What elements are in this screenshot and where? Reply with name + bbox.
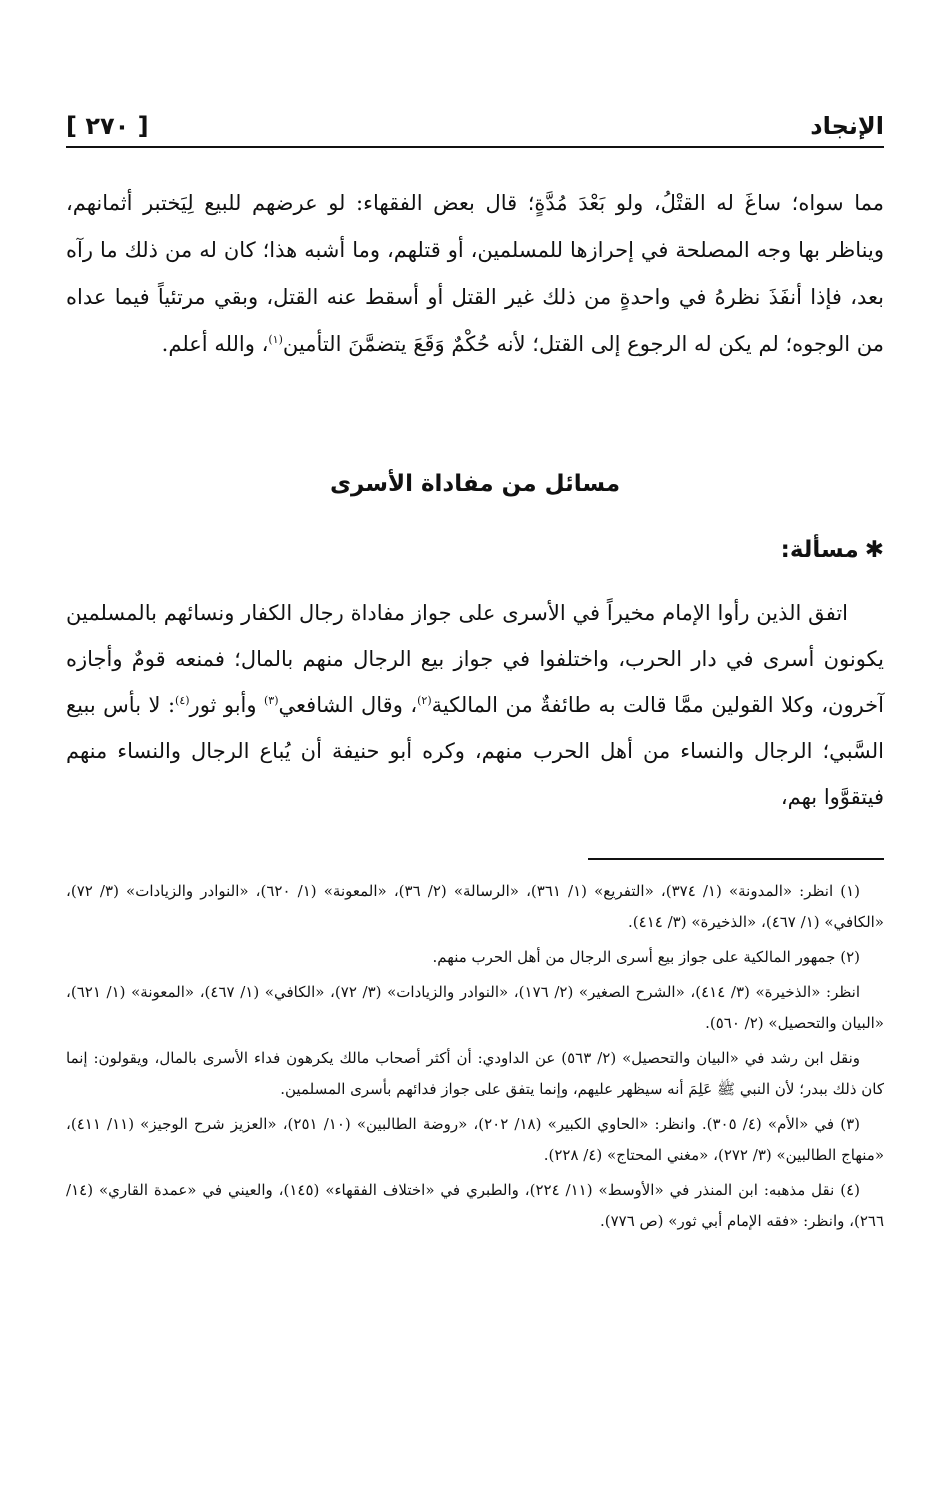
page-header [66, 100, 884, 148]
masala-heading [66, 530, 884, 570]
footnote-ref-4: (٤) [175, 694, 190, 707]
footnote-ref-3: (٣) [264, 694, 279, 707]
paragraph-2-part-c: وأبو ثور [189, 693, 264, 717]
paragraph-2-part-d: : لا بأس ببيع السَّبي؛ الرجال والنساء من أهل الحرب منهم، وكره أبو حنيفة أن يُباع الرجال والنساء منهم فيتقوَّوا بهم، [66, 693, 884, 809]
masala-label: مسألة: [780, 537, 859, 563]
paragraph-1 [66, 180, 884, 368]
footnote-2-quote: ونقل ابن رشد في «البيان والتحصيل» (٢/ ٥٦٣) عن الداودي: أن أكثر أصحاب مالك يكرهون فداء الأسرى بالمال، ويقولون: إنما كان ذلك ببدر؛ لأن النبي ﷺ عَلِمَ أنه سيظهر عليهم، وإنما يتفق على جواز فدائهم بأسرى المسلمين. [66, 1049, 884, 1098]
footnote-1: (١) انظر: «المدونة» (١/ ٣٧٤)، «التفريع» (١/ ٣٦١)، «الرسالة» (٢/ ٣٦)، «المعونة» (١/ ٦٢٠)، «النوادر والزيادات» (٣/ ٧٢)، «الكافي» (١/ ٤٦٧)، «الذخيرة» (٣/ ٤١٤). [66, 882, 884, 931]
section-heading: مسائل من مفاداة الأسرى [329, 471, 621, 497]
page-number: [ ٢٧٠ ] [66, 112, 149, 140]
footnote-ref-1: (١) [268, 333, 283, 346]
paragraph-1-end: ، والله أعلم. [161, 332, 269, 356]
paragraph-2-part-a: اتفق الذين رأوا الإمام مخيراً في الأسرى على جواز مفاداة رجال الكفار ونسائهم بالمسلمين يكونون أسرى في دار الحرب، واختلفوا في جواز بيع الرجال منهم بالمال؛ فمنعه قومٌ وأجازه آخرون، وكلا القولين ممَّا قالت به طائفةٌ من المالكية [66, 601, 884, 717]
running-title: الإنجاد [810, 112, 884, 140]
paragraph-2-body [66, 590, 884, 820]
footnote-4: (٤) نقل مذهبه: ابن المنذر في «الأوسط» (١١/ ٢٢٤)، والطبري في «اختلاف الفقهاء» (١٤٥)، والعيني في «عمدة القاري» (١٤/ ٢٦٦)، وانظر: «فقه الإمام أبي ثور» (ص ٧٧٦). [66, 1181, 884, 1230]
footnote-2-refs: انظر: «الذخيرة» (٣/ ٤١٤)، «الشرح الصغير» (٢/ ١٧٦)، «النوادر والزيادات» (٣/ ٧٢)، «الكافي» (١/ ٤٦٧)، «المعونة» (١/ ٦٢١)، «البيان والتحصيل» (٢/ ٥٦٠). [66, 983, 884, 1032]
paragraph-1-text: مما سواه؛ ساغَ له القتْلُ، ولو بَعْدَ مُدَّةٍ؛ قال بعض الفقهاء: لو عرضهم للبيع لِيَختبر أثمانهم، ويناظر بها وجه المصلحة في إحرازها للمسلمين، أو قتلهم، وما أشبه هذا؛ كان له من ذلك ما رآه بعد، فإذا أنفَذَ نظرهُ في واحدةٍ من ذلك غير القتل أو أسقط عنه القتل، وبقي مرتئياً فيما عداه من الوجوه؛ لم يكن له الرجوع إلى القتل؛ لأنه حُكْمٌ وَقَعَ يتضمَّنَ التأمين [66, 191, 884, 356]
footnote-2: (٢) جمهور المالكية على جواز بيع أسرى الرجال من أهل الحرب منهم. [432, 948, 860, 966]
footnote-ref-2: (٢) [417, 694, 432, 707]
star-icon: ✱ [864, 537, 884, 563]
footnote-3: (٣) في «الأم» (٤/ ٣٠٥). وانظر: «الحاوي الكبير» (١٨/ ٢٠٢)، «روضة الطالبين» (١٠/ ٢٥١)، «العزيز شرح الوجيز» (١١/ ٤١١)، «منهاج الطالبين» (٣/ ٢٧٢)، «مغني المحتاج» (٤/ ٢٢٨). [66, 1115, 884, 1164]
footnote-separator [588, 858, 884, 860]
paragraph-2-part-b: ، وقال الشافعي [278, 693, 418, 717]
main-text [66, 180, 884, 368]
footnotes [66, 876, 884, 1241]
paragraph-2 [66, 590, 884, 820]
